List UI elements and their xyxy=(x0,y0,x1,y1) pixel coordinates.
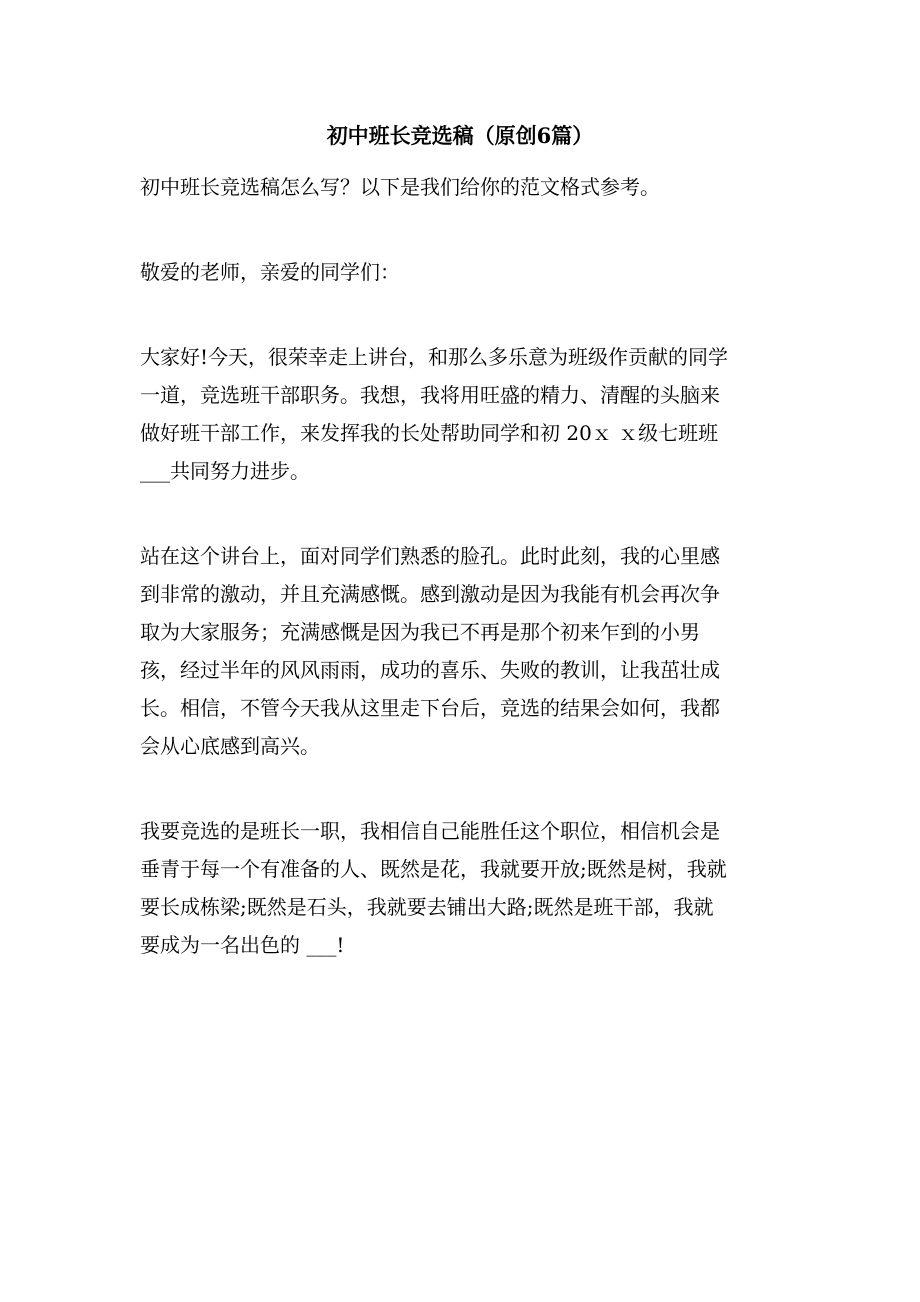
paragraph-line: 大家好!今天，很荣幸走上讲台，和那么多乐意为班级作贡献的同学 xyxy=(140,345,729,369)
paragraph-line: 我要竞选的是班长一职，我相信自己能胜任这个职位，相信机会是 xyxy=(140,819,720,843)
paragraph-line: 会从心底感到高兴。 xyxy=(140,734,320,758)
greeting-paragraph xyxy=(140,338,780,490)
document-title: 初中班长竞选稿（原创6篇） xyxy=(326,123,594,148)
document-body xyxy=(140,168,780,964)
paragraph-line: 要长成栋梁;既然是石头，我就要去铺出大路;既然是班干部，我就 xyxy=(140,895,714,919)
salutation-paragraph xyxy=(140,253,780,291)
paragraph-line: 站在这个讲台上，面对同学们熟悉的脸孔。此时此刻，我的心里感 xyxy=(140,544,720,568)
intro-paragraph xyxy=(140,168,780,206)
paragraph-line: 初中班长竞选稿怎么写？以下是我们给你的范文格式参考。 xyxy=(140,175,660,199)
paragraph-line: ___共同努力进步。 xyxy=(140,459,310,483)
paragraph-line: 到非常的激动，并且充满感慨。感到激动是因为我能有机会再次争 xyxy=(140,582,720,606)
paragraph-line: 敬爱的老师，亲爱的同学们： xyxy=(140,260,400,284)
feelings-paragraph xyxy=(140,537,780,765)
goal-paragraph xyxy=(140,812,780,964)
paragraph-line: 取为大家服务；充满感慨是因为我已不再是那个初来乍到的小男 xyxy=(140,620,700,644)
paragraph-line: 做好班干部工作，来发挥我的长处帮助同学和初 20ｘ ｘ级七班班 xyxy=(140,421,719,445)
paragraph-line: 要成为一名出色的 ___! xyxy=(140,933,345,957)
paragraph-line: 长。相信，不管今天我从这里走下台后，竞选的结果会如何，我都 xyxy=(140,696,720,720)
paragraph-line: 一道，竞选班干部职务。我想，我将用旺盛的精力、清醒的头脑来 xyxy=(140,383,720,407)
paragraph-line: 垂青于每一个有准备的人、既然是花，我就要开放;既然是树，我就 xyxy=(140,857,727,881)
paragraph-line: 孩，经过半年的风风雨雨，成功的喜乐、失败的教训，让我茁壮成 xyxy=(140,658,720,682)
